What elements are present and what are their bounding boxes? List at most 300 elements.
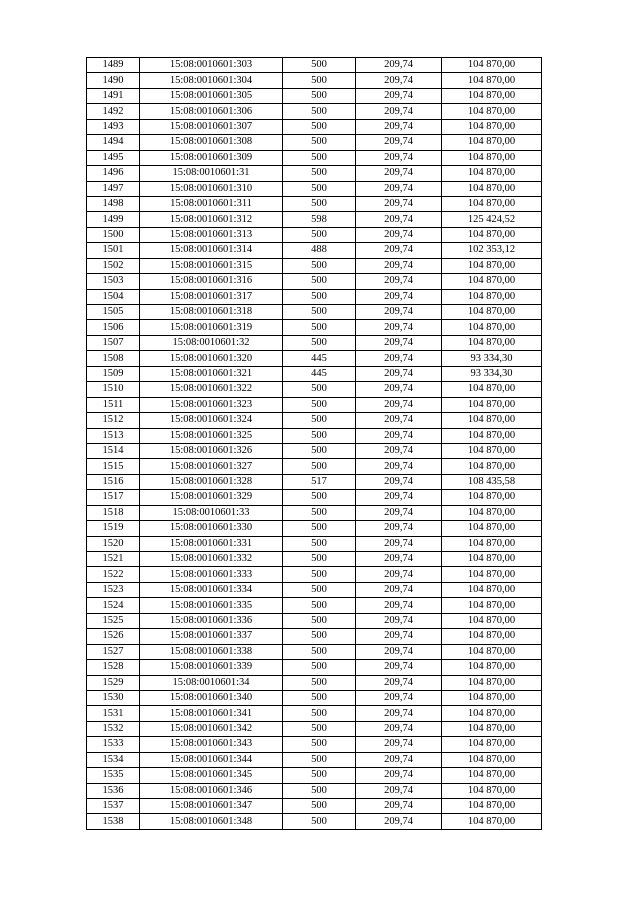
cost-cell: 104 870,00 [442, 428, 542, 443]
rate-cell: 209,74 [356, 783, 442, 798]
table-row [87, 227, 542, 242]
row-number-cell: 1502 [87, 258, 140, 273]
table-row [87, 598, 542, 613]
table-row [87, 629, 542, 644]
row-number-cell: 1527 [87, 644, 140, 659]
row-number-cell: 1524 [87, 598, 140, 613]
rate-cell: 209,74 [356, 397, 442, 412]
area-cell: 500 [283, 582, 356, 597]
cadastral-number-cell: 15:08:0010601:304 [140, 73, 283, 88]
cadastral-number-cell: 15:08:0010601:330 [140, 521, 283, 536]
cost-cell: 104 870,00 [442, 629, 542, 644]
cadastral-number-cell: 15:08:0010601:323 [140, 397, 283, 412]
row-number-cell: 1497 [87, 181, 140, 196]
cadastral-number-cell: 15:08:0010601:335 [140, 598, 283, 613]
cost-cell: 102 353,12 [442, 243, 542, 258]
area-cell: 500 [283, 104, 356, 119]
row-number-cell: 1503 [87, 274, 140, 289]
row-number-cell: 1498 [87, 196, 140, 211]
row-number-cell: 1521 [87, 552, 140, 567]
area-cell: 500 [283, 443, 356, 458]
rate-cell: 209,74 [356, 752, 442, 767]
cadastral-number-cell: 15:08:0010601:33 [140, 505, 283, 520]
cost-cell: 104 870,00 [442, 88, 542, 103]
rate-cell: 209,74 [356, 351, 442, 366]
area-cell: 500 [283, 490, 356, 505]
area-cell: 500 [283, 382, 356, 397]
cost-cell: 104 870,00 [442, 397, 542, 412]
rate-cell: 209,74 [356, 243, 442, 258]
row-number-cell: 1500 [87, 227, 140, 242]
row-number-cell: 1518 [87, 505, 140, 520]
table-row [87, 752, 542, 767]
table-row [87, 150, 542, 165]
land-plots-table [86, 57, 542, 830]
area-cell: 500 [283, 166, 356, 181]
cost-cell: 104 870,00 [442, 181, 542, 196]
cost-cell: 104 870,00 [442, 459, 542, 474]
row-number-cell: 1493 [87, 119, 140, 134]
row-number-cell: 1499 [87, 212, 140, 227]
area-cell: 598 [283, 212, 356, 227]
cost-cell: 104 870,00 [442, 413, 542, 428]
cost-cell: 104 870,00 [442, 258, 542, 273]
table-row [87, 73, 542, 88]
rate-cell: 209,74 [356, 335, 442, 350]
row-number-cell: 1519 [87, 521, 140, 536]
cadastral-number-cell: 15:08:0010601:339 [140, 660, 283, 675]
rate-cell: 209,74 [356, 721, 442, 736]
table-row [87, 814, 542, 829]
table-row [87, 443, 542, 458]
area-cell: 500 [283, 58, 356, 73]
row-number-cell: 1495 [87, 150, 140, 165]
rate-cell: 209,74 [356, 490, 442, 505]
area-cell: 500 [283, 413, 356, 428]
cost-cell: 104 870,00 [442, 721, 542, 736]
row-number-cell: 1529 [87, 675, 140, 690]
cost-cell: 104 870,00 [442, 582, 542, 597]
row-number-cell: 1496 [87, 166, 140, 181]
rate-cell: 209,74 [356, 196, 442, 211]
cadastral-number-cell: 15:08:0010601:320 [140, 351, 283, 366]
cost-cell: 104 870,00 [442, 382, 542, 397]
area-cell: 500 [283, 629, 356, 644]
row-number-cell: 1491 [87, 88, 140, 103]
area-cell: 488 [283, 243, 356, 258]
area-cell: 500 [283, 814, 356, 829]
rate-cell: 209,74 [356, 274, 442, 289]
cost-cell: 104 870,00 [442, 443, 542, 458]
row-number-cell: 1512 [87, 413, 140, 428]
cadastral-number-cell: 15:08:0010601:303 [140, 58, 283, 73]
row-number-cell: 1516 [87, 474, 140, 489]
area-cell: 500 [283, 660, 356, 675]
cost-cell: 104 870,00 [442, 227, 542, 242]
row-number-cell: 1511 [87, 397, 140, 412]
cadastral-number-cell: 15:08:0010601:345 [140, 768, 283, 783]
rate-cell: 209,74 [356, 289, 442, 304]
rate-cell: 209,74 [356, 382, 442, 397]
area-cell: 500 [283, 799, 356, 814]
rate-cell: 209,74 [356, 675, 442, 690]
area-cell: 500 [283, 289, 356, 304]
cadastral-number-cell: 15:08:0010601:311 [140, 196, 283, 211]
cadastral-number-cell: 15:08:0010601:327 [140, 459, 283, 474]
cadastral-number-cell: 15:08:0010601:34 [140, 675, 283, 690]
rate-cell: 209,74 [356, 135, 442, 150]
area-cell: 500 [283, 258, 356, 273]
cadastral-number-cell: 15:08:0010601:316 [140, 274, 283, 289]
cost-cell: 104 870,00 [442, 166, 542, 181]
row-number-cell: 1526 [87, 629, 140, 644]
cost-cell: 104 870,00 [442, 536, 542, 551]
row-number-cell: 1509 [87, 366, 140, 381]
cost-cell: 104 870,00 [442, 799, 542, 814]
rate-cell: 209,74 [356, 258, 442, 273]
table-body [87, 58, 542, 830]
area-cell: 445 [283, 351, 356, 366]
area-cell: 500 [283, 552, 356, 567]
cadastral-number-cell: 15:08:0010601:308 [140, 135, 283, 150]
rate-cell: 209,74 [356, 660, 442, 675]
row-number-cell: 1489 [87, 58, 140, 73]
area-cell: 500 [283, 613, 356, 628]
cost-cell: 104 870,00 [442, 73, 542, 88]
table-row [87, 119, 542, 134]
area-cell: 500 [283, 706, 356, 721]
area-cell: 500 [283, 428, 356, 443]
rate-cell: 209,74 [356, 305, 442, 320]
table-row [87, 212, 542, 227]
rate-cell: 209,74 [356, 212, 442, 227]
row-number-cell: 1530 [87, 690, 140, 705]
row-number-cell: 1510 [87, 382, 140, 397]
cadastral-number-cell: 15:08:0010601:331 [140, 536, 283, 551]
cost-cell: 108 435,58 [442, 474, 542, 489]
cost-cell: 104 870,00 [442, 644, 542, 659]
table-row [87, 474, 542, 489]
cost-cell: 104 870,00 [442, 613, 542, 628]
area-cell: 500 [283, 536, 356, 551]
table-row [87, 382, 542, 397]
area-cell: 500 [283, 768, 356, 783]
rate-cell: 209,74 [356, 567, 442, 582]
table-row [87, 320, 542, 335]
table-row [87, 582, 542, 597]
cost-cell: 104 870,00 [442, 675, 542, 690]
cost-cell: 93 334,30 [442, 366, 542, 381]
area-cell: 500 [283, 335, 356, 350]
table-row [87, 660, 542, 675]
cost-cell: 104 870,00 [442, 289, 542, 304]
rate-cell: 209,74 [356, 799, 442, 814]
cost-cell: 104 870,00 [442, 150, 542, 165]
rate-cell: 209,74 [356, 505, 442, 520]
area-cell: 500 [283, 567, 356, 582]
area-cell: 500 [283, 73, 356, 88]
cadastral-number-cell: 15:08:0010601:305 [140, 88, 283, 103]
cost-cell: 104 870,00 [442, 737, 542, 752]
cadastral-number-cell: 15:08:0010601:324 [140, 413, 283, 428]
cadastral-number-cell: 15:08:0010601:338 [140, 644, 283, 659]
cadastral-number-cell: 15:08:0010601:341 [140, 706, 283, 721]
rate-cell: 209,74 [356, 459, 442, 474]
row-number-cell: 1525 [87, 613, 140, 628]
rate-cell: 209,74 [356, 598, 442, 613]
row-number-cell: 1508 [87, 351, 140, 366]
row-number-cell: 1535 [87, 768, 140, 783]
row-number-cell: 1506 [87, 320, 140, 335]
table-row [87, 675, 542, 690]
table-row [87, 305, 542, 320]
table-row [87, 644, 542, 659]
rate-cell: 209,74 [356, 629, 442, 644]
table-row [87, 536, 542, 551]
row-number-cell: 1514 [87, 443, 140, 458]
cadastral-number-cell: 15:08:0010601:310 [140, 181, 283, 196]
row-number-cell: 1515 [87, 459, 140, 474]
table-row [87, 567, 542, 582]
cadastral-number-cell: 15:08:0010601:322 [140, 382, 283, 397]
area-cell: 500 [283, 88, 356, 103]
cost-cell: 104 870,00 [442, 814, 542, 829]
cost-cell: 104 870,00 [442, 567, 542, 582]
cost-cell: 104 870,00 [442, 119, 542, 134]
rate-cell: 209,74 [356, 582, 442, 597]
area-cell: 500 [283, 135, 356, 150]
rate-cell: 209,74 [356, 706, 442, 721]
rate-cell: 209,74 [356, 366, 442, 381]
rate-cell: 209,74 [356, 768, 442, 783]
cost-cell: 104 870,00 [442, 274, 542, 289]
rate-cell: 209,74 [356, 536, 442, 551]
table-row [87, 552, 542, 567]
table-row [87, 88, 542, 103]
cost-cell: 125 424,52 [442, 212, 542, 227]
cadastral-number-cell: 15:08:0010601:342 [140, 721, 283, 736]
cadastral-number-cell: 15:08:0010601:334 [140, 582, 283, 597]
area-cell: 500 [283, 181, 356, 196]
table-row [87, 459, 542, 474]
row-number-cell: 1494 [87, 135, 140, 150]
cost-cell: 93 334,30 [442, 351, 542, 366]
cadastral-number-cell: 15:08:0010601:307 [140, 119, 283, 134]
cadastral-number-cell: 15:08:0010601:309 [140, 150, 283, 165]
table-row [87, 166, 542, 181]
area-cell: 500 [283, 675, 356, 690]
row-number-cell: 1505 [87, 305, 140, 320]
table-row [87, 613, 542, 628]
area-cell: 500 [283, 752, 356, 767]
row-number-cell: 1537 [87, 799, 140, 814]
table-row [87, 104, 542, 119]
cadastral-number-cell: 15:08:0010601:346 [140, 783, 283, 798]
row-number-cell: 1533 [87, 737, 140, 752]
rate-cell: 209,74 [356, 690, 442, 705]
table-row [87, 690, 542, 705]
table-row [87, 289, 542, 304]
area-cell: 500 [283, 459, 356, 474]
cost-cell: 104 870,00 [442, 305, 542, 320]
cadastral-number-cell: 15:08:0010601:348 [140, 814, 283, 829]
row-number-cell: 1513 [87, 428, 140, 443]
cadastral-number-cell: 15:08:0010601:344 [140, 752, 283, 767]
row-number-cell: 1528 [87, 660, 140, 675]
cadastral-number-cell: 15:08:0010601:318 [140, 305, 283, 320]
row-number-cell: 1532 [87, 721, 140, 736]
row-number-cell: 1523 [87, 582, 140, 597]
row-number-cell: 1517 [87, 490, 140, 505]
cadastral-number-cell: 15:08:0010601:347 [140, 799, 283, 814]
cost-cell: 104 870,00 [442, 490, 542, 505]
cost-cell: 104 870,00 [442, 706, 542, 721]
area-cell: 500 [283, 119, 356, 134]
rate-cell: 209,74 [356, 552, 442, 567]
rate-cell: 209,74 [356, 413, 442, 428]
area-cell: 517 [283, 474, 356, 489]
cost-cell: 104 870,00 [442, 104, 542, 119]
cadastral-number-cell: 15:08:0010601:326 [140, 443, 283, 458]
cost-cell: 104 870,00 [442, 196, 542, 211]
table-row [87, 428, 542, 443]
cost-cell: 104 870,00 [442, 768, 542, 783]
row-number-cell: 1520 [87, 536, 140, 551]
cost-cell: 104 870,00 [442, 320, 542, 335]
area-cell: 500 [283, 320, 356, 335]
area-cell: 500 [283, 227, 356, 242]
table-row [87, 243, 542, 258]
rate-cell: 209,74 [356, 814, 442, 829]
rate-cell: 209,74 [356, 119, 442, 134]
area-cell: 500 [283, 598, 356, 613]
cadastral-number-cell: 15:08:0010601:340 [140, 690, 283, 705]
row-number-cell: 1492 [87, 104, 140, 119]
area-cell: 445 [283, 366, 356, 381]
row-number-cell: 1531 [87, 706, 140, 721]
cost-cell: 104 870,00 [442, 598, 542, 613]
rate-cell: 209,74 [356, 73, 442, 88]
table-row [87, 505, 542, 520]
table-row [87, 397, 542, 412]
area-cell: 500 [283, 196, 356, 211]
cadastral-number-cell: 15:08:0010601:317 [140, 289, 283, 304]
cost-cell: 104 870,00 [442, 335, 542, 350]
rate-cell: 209,74 [356, 644, 442, 659]
area-cell: 500 [283, 737, 356, 752]
cadastral-number-cell: 15:08:0010601:328 [140, 474, 283, 489]
rate-cell: 209,74 [356, 320, 442, 335]
row-number-cell: 1501 [87, 243, 140, 258]
table-row [87, 490, 542, 505]
area-cell: 500 [283, 505, 356, 520]
cadastral-number-cell: 15:08:0010601:314 [140, 243, 283, 258]
cadastral-number-cell: 15:08:0010601:337 [140, 629, 283, 644]
cost-cell: 104 870,00 [442, 690, 542, 705]
table-row [87, 799, 542, 814]
cadastral-number-cell: 15:08:0010601:333 [140, 567, 283, 582]
cadastral-number-cell: 15:08:0010601:321 [140, 366, 283, 381]
table-row [87, 196, 542, 211]
cost-cell: 104 870,00 [442, 752, 542, 767]
cadastral-number-cell: 15:08:0010601:325 [140, 428, 283, 443]
row-number-cell: 1536 [87, 783, 140, 798]
cadastral-number-cell: 15:08:0010601:315 [140, 258, 283, 273]
cost-cell: 104 870,00 [442, 783, 542, 798]
cost-cell: 104 870,00 [442, 521, 542, 536]
table-row [87, 366, 542, 381]
cost-cell: 104 870,00 [442, 58, 542, 73]
cost-cell: 104 870,00 [442, 552, 542, 567]
row-number-cell: 1490 [87, 73, 140, 88]
cadastral-number-cell: 15:08:0010601:306 [140, 104, 283, 119]
table-row [87, 258, 542, 273]
area-cell: 500 [283, 150, 356, 165]
row-number-cell: 1504 [87, 289, 140, 304]
cadastral-number-cell: 15:08:0010601:336 [140, 613, 283, 628]
table-row [87, 58, 542, 73]
cadastral-number-cell: 15:08:0010601:332 [140, 552, 283, 567]
cost-cell: 104 870,00 [442, 505, 542, 520]
cadastral-number-cell: 15:08:0010601:319 [140, 320, 283, 335]
cadastral-number-cell: 15:08:0010601:31 [140, 166, 283, 181]
cadastral-number-cell: 15:08:0010601:32 [140, 335, 283, 350]
cost-cell: 104 870,00 [442, 135, 542, 150]
cadastral-number-cell: 15:08:0010601:329 [140, 490, 283, 505]
row-number-cell: 1534 [87, 752, 140, 767]
rate-cell: 209,74 [356, 58, 442, 73]
table-row [87, 721, 542, 736]
rate-cell: 209,74 [356, 443, 442, 458]
table-row [87, 768, 542, 783]
table-row [87, 521, 542, 536]
cadastral-number-cell: 15:08:0010601:313 [140, 227, 283, 242]
area-cell: 500 [283, 721, 356, 736]
rate-cell: 209,74 [356, 521, 442, 536]
table-row [87, 351, 542, 366]
rate-cell: 209,74 [356, 737, 442, 752]
area-cell: 500 [283, 305, 356, 320]
rate-cell: 209,74 [356, 88, 442, 103]
rate-cell: 209,74 [356, 428, 442, 443]
table-row [87, 181, 542, 196]
area-cell: 500 [283, 521, 356, 536]
cost-cell: 104 870,00 [442, 660, 542, 675]
area-cell: 500 [283, 783, 356, 798]
area-cell: 500 [283, 644, 356, 659]
table-row [87, 135, 542, 150]
cadastral-number-cell: 15:08:0010601:343 [140, 737, 283, 752]
row-number-cell: 1522 [87, 567, 140, 582]
table-row [87, 274, 542, 289]
rate-cell: 209,74 [356, 227, 442, 242]
table-row [87, 706, 542, 721]
rate-cell: 209,74 [356, 474, 442, 489]
table-row [87, 737, 542, 752]
area-cell: 500 [283, 274, 356, 289]
table-row [87, 783, 542, 798]
table-row [87, 413, 542, 428]
rate-cell: 209,74 [356, 613, 442, 628]
area-cell: 500 [283, 690, 356, 705]
rate-cell: 209,74 [356, 181, 442, 196]
area-cell: 500 [283, 397, 356, 412]
table-row [87, 335, 542, 350]
row-number-cell: 1507 [87, 335, 140, 350]
rate-cell: 209,74 [356, 150, 442, 165]
rate-cell: 209,74 [356, 104, 442, 119]
rate-cell: 209,74 [356, 166, 442, 181]
